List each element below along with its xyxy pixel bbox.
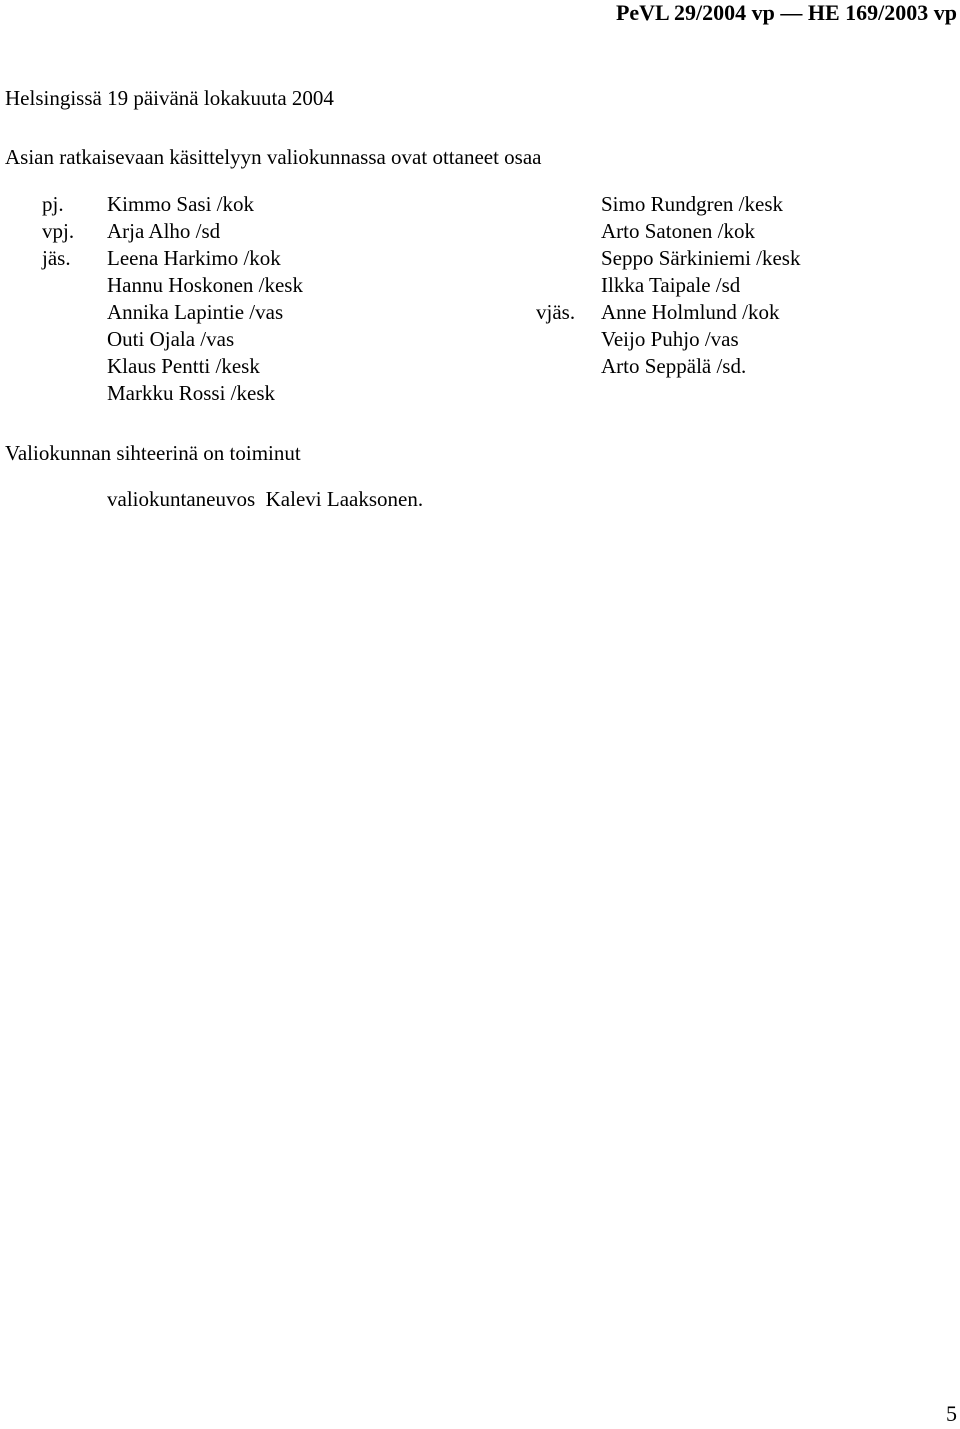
- roster-member: Anne Holmlund /kok: [601, 300, 780, 324]
- roster-member: Outi Ojala /vas: [107, 327, 235, 351]
- roster-member: Hannu Hoskonen /kesk: [107, 273, 303, 297]
- document-reference-header: PeVL 29/2004 vp — HE 169/2003 vp: [615, 0, 957, 25]
- roster-role: pj.: [42, 192, 64, 216]
- secretary-name-line: valiokuntaneuvos Kalevi Laaksonen.: [107, 487, 424, 511]
- roster-row: [0, 327, 960, 354]
- page-number: 5: [946, 1401, 957, 1426]
- roster-member: Arto Satonen /kok: [601, 219, 755, 243]
- roster-member: Simo Rundgren /kesk: [601, 192, 783, 216]
- roster-member: Arto Seppälä /sd.: [601, 354, 747, 378]
- roster-member: Ilkka Taipale /sd: [601, 273, 741, 297]
- roster-role: vjäs.: [536, 300, 576, 324]
- roster-row: [0, 381, 960, 408]
- roster-member: Kimmo Sasi /kok: [107, 192, 255, 216]
- roster-member: Klaus Pentti /kesk: [107, 354, 260, 378]
- roster-member: Seppo Särkiniemi /kesk: [601, 246, 801, 270]
- roster-row: [0, 354, 960, 381]
- roster-member: Arja Alho /sd: [107, 219, 221, 243]
- roster-role: vpj.: [42, 219, 75, 243]
- roster-member: Veijo Puhjo /vas: [601, 327, 739, 351]
- secretary-intro-line: Valiokunnan sihteerinä on toiminut: [5, 441, 301, 465]
- roster-row: [0, 219, 960, 246]
- roster-role: jäs.: [42, 246, 71, 270]
- roster-row: [0, 246, 960, 273]
- roster-member: Markku Rossi /kesk: [107, 381, 275, 405]
- roster-row: [0, 192, 960, 219]
- roster-member: Leena Harkimo /kok: [107, 246, 281, 270]
- roster-row: [0, 273, 960, 300]
- roster-member: Annika Lapintie /vas: [107, 300, 284, 324]
- roster-row: [0, 300, 960, 327]
- participants-intro-line: Asian ratkaisevaan käsittelyyn valiokunnassa ovat ottaneet osaa: [5, 145, 542, 169]
- place-date-line: Helsingissä 19 päivänä lokakuuta 2004: [5, 86, 334, 110]
